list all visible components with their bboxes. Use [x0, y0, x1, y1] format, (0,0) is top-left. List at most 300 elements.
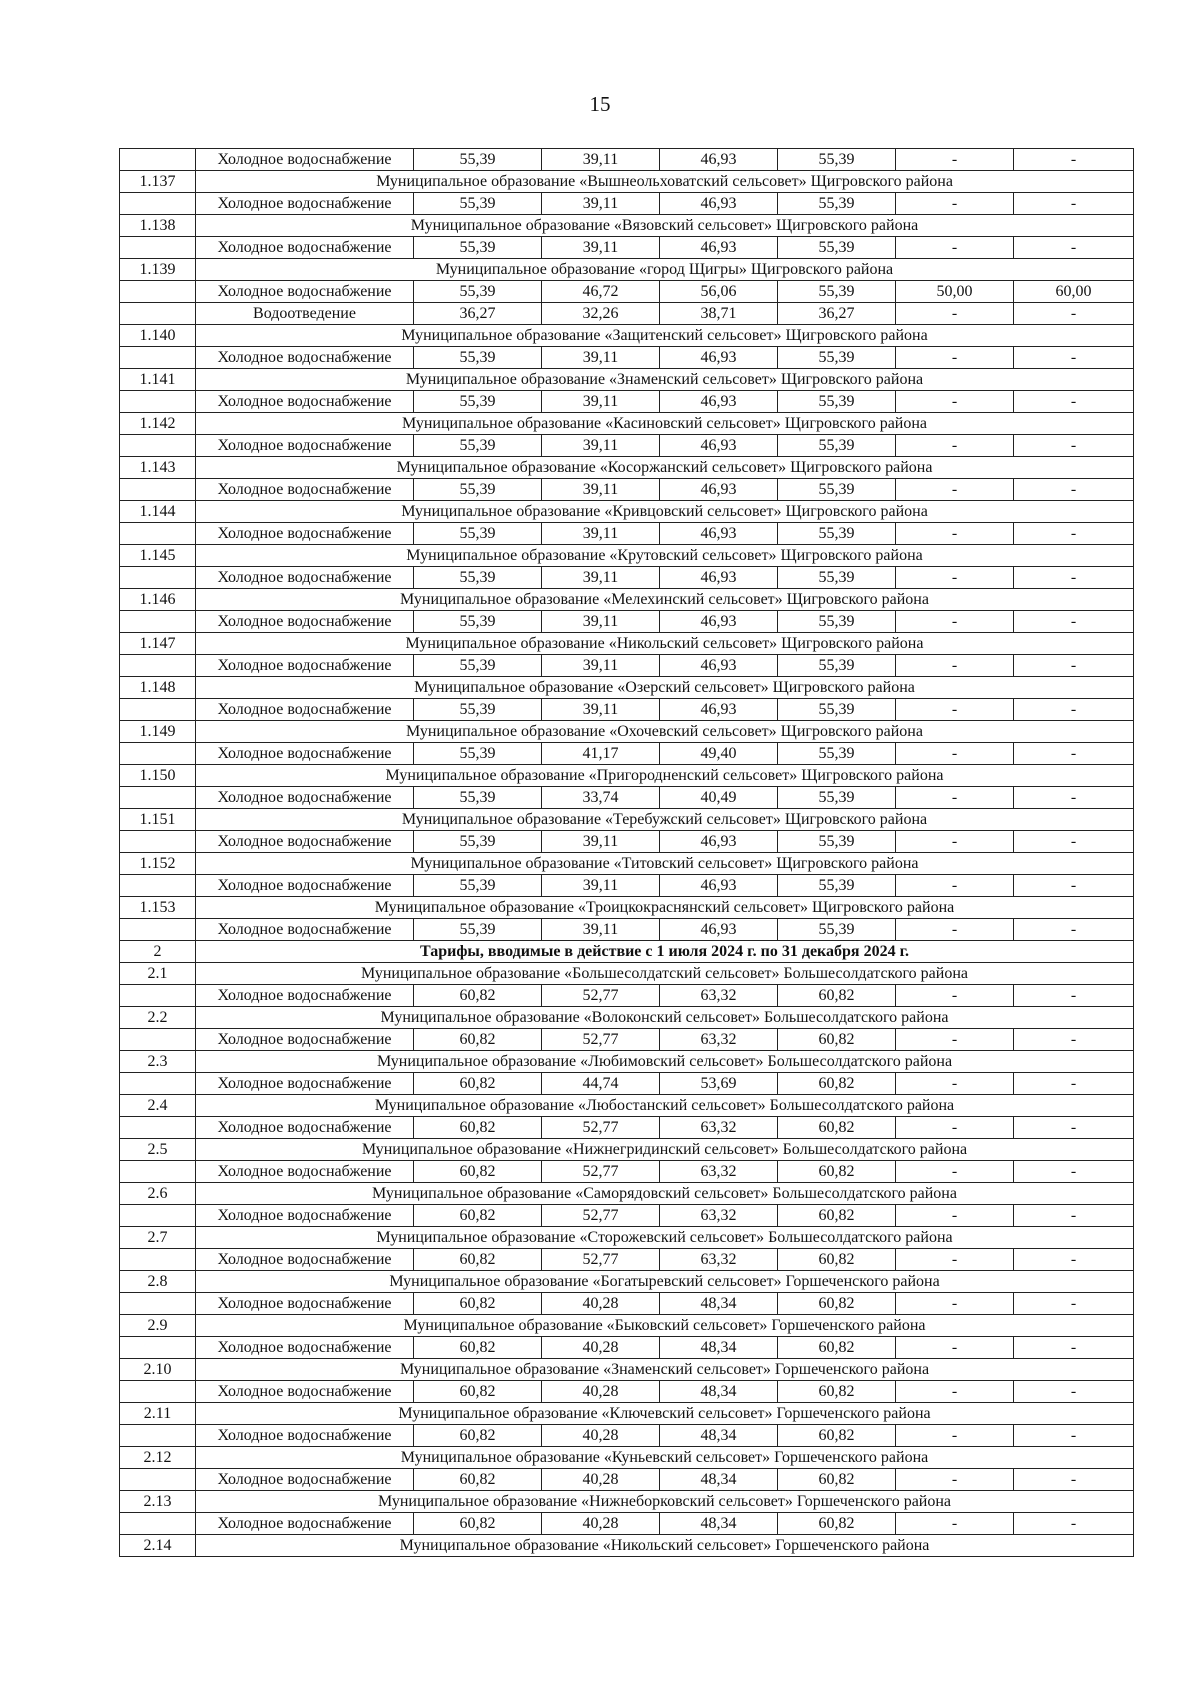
tariff-value: - — [896, 1205, 1014, 1227]
row-number-cell — [120, 1073, 196, 1095]
tariff-value: 55,39 — [414, 479, 542, 501]
row-number: 2.4 — [120, 1095, 196, 1117]
tariff-value: 48,34 — [660, 1513, 778, 1535]
service-name: Холодное водоснабжение — [196, 193, 414, 215]
tariff-value: 60,82 — [414, 1073, 542, 1095]
tariff-row — [120, 1073, 1134, 1095]
tariff-value: - — [896, 149, 1014, 171]
tariff-value: 60,82 — [778, 1029, 896, 1051]
row-number: 2.8 — [120, 1271, 196, 1293]
tariff-value: - — [1014, 831, 1134, 853]
service-name: Холодное водоснабжение — [196, 1469, 414, 1491]
row-number: 1.146 — [120, 589, 196, 611]
tariff-value: - — [1014, 611, 1134, 633]
row-number-cell — [120, 1469, 196, 1491]
row-number-cell — [120, 743, 196, 765]
tariff-value: - — [1014, 1249, 1134, 1271]
municipality-row — [120, 1271, 1134, 1293]
municipality-row — [120, 1491, 1134, 1513]
municipality-title: Муниципальное образование «Озерский сельсовет» Щигровского района — [196, 677, 1134, 699]
service-name: Холодное водоснабжение — [196, 655, 414, 677]
tariff-value: 46,93 — [660, 435, 778, 457]
row-number: 2.9 — [120, 1315, 196, 1337]
municipality-row — [120, 1139, 1134, 1161]
row-number: 2.5 — [120, 1139, 196, 1161]
municipality-title: Муниципальное образование «Крутовский сельсовет» Щигровского района — [196, 545, 1134, 567]
tariff-value: - — [896, 567, 1014, 589]
municipality-title: Муниципальное образование «Волоконский сельсовет» Большесолдатского района — [196, 1007, 1134, 1029]
tariff-row — [120, 1425, 1134, 1447]
municipality-title: Муниципальное образование «Нижнегридинский сельсовет» Большесолдатского района — [196, 1139, 1134, 1161]
row-number-cell — [120, 435, 196, 457]
tariff-row — [120, 1293, 1134, 1315]
tariff-value: 55,39 — [778, 743, 896, 765]
tariff-value: 46,93 — [660, 347, 778, 369]
service-name: Холодное водоснабжение — [196, 611, 414, 633]
tariff-value: - — [1014, 1117, 1134, 1139]
tariff-value: 55,39 — [414, 831, 542, 853]
service-name: Холодное водоснабжение — [196, 1337, 414, 1359]
municipality-title: Муниципальное образование «Саморядовский сельсовет» Большесолдатского района — [196, 1183, 1134, 1205]
tariff-value: 60,82 — [778, 1337, 896, 1359]
tariff-value: 55,39 — [778, 787, 896, 809]
tariff-value: 39,11 — [542, 699, 660, 721]
tariff-value: 39,11 — [542, 831, 660, 853]
tariff-value: 55,39 — [778, 611, 896, 633]
tariff-value: 39,11 — [542, 523, 660, 545]
tariff-value: 60,00 — [1014, 281, 1134, 303]
tariff-row — [120, 1469, 1134, 1491]
tariff-value: - — [896, 831, 1014, 853]
service-name: Холодное водоснабжение — [196, 1073, 414, 1095]
tariff-value: 52,77 — [542, 1249, 660, 1271]
tariff-value: 40,28 — [542, 1425, 660, 1447]
municipality-title: Муниципальное образование «Кривцовский сельсовет» Щигровского района — [196, 501, 1134, 523]
tariff-value: 60,82 — [414, 1249, 542, 1271]
municipality-title: Муниципальное образование «Никольский сельсовет» Горшеченского района — [196, 1535, 1134, 1557]
tariff-value: - — [896, 919, 1014, 941]
row-number-cell — [120, 985, 196, 1007]
tariff-table — [119, 148, 1134, 1557]
tariff-value: - — [896, 1469, 1014, 1491]
tariff-value: 39,11 — [542, 391, 660, 413]
tariff-row — [120, 303, 1134, 325]
tariff-value: 55,39 — [414, 149, 542, 171]
tariff-value: 60,82 — [778, 1469, 896, 1491]
service-name: Холодное водоснабжение — [196, 831, 414, 853]
tariff-value: 60,82 — [778, 985, 896, 1007]
tariff-value: - — [896, 237, 1014, 259]
tariff-value: - — [896, 193, 1014, 215]
tariff-value: 46,93 — [660, 567, 778, 589]
row-number: 1.152 — [120, 853, 196, 875]
tariff-value: 52,77 — [542, 1161, 660, 1183]
tariff-value: 40,49 — [660, 787, 778, 809]
tariff-value: 49,40 — [660, 743, 778, 765]
service-name: Холодное водоснабжение — [196, 1205, 414, 1227]
row-number: 2.14 — [120, 1535, 196, 1557]
tariff-value: - — [896, 347, 1014, 369]
municipality-row — [120, 721, 1134, 743]
row-number-cell — [120, 567, 196, 589]
municipality-row — [120, 589, 1134, 611]
municipality-row — [120, 545, 1134, 567]
municipality-row — [120, 501, 1134, 523]
tariff-value: - — [896, 1073, 1014, 1095]
tariff-value: 55,39 — [778, 281, 896, 303]
tariff-value: - — [1014, 1425, 1134, 1447]
tariff-value: - — [896, 1293, 1014, 1315]
row-number-cell — [120, 875, 196, 897]
service-name: Холодное водоснабжение — [196, 919, 414, 941]
tariff-value: - — [1014, 347, 1134, 369]
tariff-value: 55,39 — [778, 831, 896, 853]
tariff-value: 55,39 — [778, 149, 896, 171]
tariff-row — [120, 523, 1134, 545]
tariff-row — [120, 787, 1134, 809]
municipality-row — [120, 677, 1134, 699]
service-name: Холодное водоснабжение — [196, 1249, 414, 1271]
tariff-value: 60,82 — [778, 1293, 896, 1315]
tariff-value: 46,93 — [660, 193, 778, 215]
tariff-value: 55,39 — [778, 193, 896, 215]
tariff-value: 55,39 — [778, 523, 896, 545]
municipality-row — [120, 897, 1134, 919]
tariff-value: 48,34 — [660, 1337, 778, 1359]
tariff-value: 60,82 — [414, 1293, 542, 1315]
tariff-value: - — [896, 1249, 1014, 1271]
tariff-value: 39,11 — [542, 435, 660, 457]
tariff-value: 63,32 — [660, 985, 778, 1007]
tariff-value: - — [1014, 1073, 1134, 1095]
tariff-row — [120, 831, 1134, 853]
municipality-row — [120, 325, 1134, 347]
municipality-row — [120, 457, 1134, 479]
tariff-value: - — [1014, 523, 1134, 545]
page-number: 15 — [589, 92, 611, 116]
municipality-title: Муниципальное образование «Мелехинский сельсовет» Щигровского района — [196, 589, 1134, 611]
tariff-value: - — [1014, 1337, 1134, 1359]
tariff-value: 55,39 — [414, 875, 542, 897]
service-name: Холодное водоснабжение — [196, 787, 414, 809]
tariff-value: 46,72 — [542, 281, 660, 303]
service-name: Холодное водоснабжение — [196, 1117, 414, 1139]
row-number: 1.137 — [120, 171, 196, 193]
tariff-value: 40,28 — [542, 1381, 660, 1403]
tariff-value: 55,39 — [778, 479, 896, 501]
tariff-value: 39,11 — [542, 875, 660, 897]
municipality-title: Муниципальное образование «Вязовский сельсовет» Щигровского района — [196, 215, 1134, 237]
tariff-value: 46,93 — [660, 149, 778, 171]
tariff-value: - — [896, 435, 1014, 457]
tariff-value: 40,28 — [542, 1337, 660, 1359]
tariff-value: 55,39 — [778, 699, 896, 721]
tariff-value: 55,39 — [414, 611, 542, 633]
row-number-cell — [120, 699, 196, 721]
service-name: Холодное водоснабжение — [196, 567, 414, 589]
row-number-cell — [120, 1029, 196, 1051]
row-number: 1.143 — [120, 457, 196, 479]
section-title: Тарифы, вводимые в действие с 1 июля 2024 г. по 31 декабря 2024 г. — [196, 941, 1134, 963]
tariff-value: 48,34 — [660, 1425, 778, 1447]
municipality-row — [120, 1095, 1134, 1117]
tariff-value: 46,93 — [660, 523, 778, 545]
tariff-value: 44,74 — [542, 1073, 660, 1095]
tariff-value: 55,39 — [414, 237, 542, 259]
row-number-cell — [120, 787, 196, 809]
row-number-cell — [120, 655, 196, 677]
row-number-cell — [120, 303, 196, 325]
tariff-value: 60,82 — [414, 1029, 542, 1051]
tariff-value: - — [896, 1425, 1014, 1447]
tariff-value: 46,93 — [660, 875, 778, 897]
municipality-row — [120, 1535, 1134, 1557]
tariff-value: - — [1014, 435, 1134, 457]
municipality-row — [120, 1403, 1134, 1425]
row-number: 1.140 — [120, 325, 196, 347]
tariff-value: - — [1014, 1469, 1134, 1491]
tariff-value: 60,82 — [414, 985, 542, 1007]
service-name: Холодное водоснабжение — [196, 1029, 414, 1051]
tariff-value: 46,93 — [660, 479, 778, 501]
service-name: Холодное водоснабжение — [196, 347, 414, 369]
municipality-title: Муниципальное образование «Ключевский сельсовет» Горшеченского района — [196, 1403, 1134, 1425]
tariff-value: 55,39 — [414, 193, 542, 215]
tariff-row — [120, 347, 1134, 369]
tariff-value: - — [896, 611, 1014, 633]
tariff-value: 50,00 — [896, 281, 1014, 303]
tariff-value: 60,82 — [778, 1161, 896, 1183]
municipality-row — [120, 809, 1134, 831]
tariff-value: - — [896, 523, 1014, 545]
tariff-value: 33,74 — [542, 787, 660, 809]
row-number: 1.144 — [120, 501, 196, 523]
row-number-cell — [120, 1337, 196, 1359]
municipality-row — [120, 413, 1134, 435]
tariff-value: 40,28 — [542, 1469, 660, 1491]
tariff-value: - — [1014, 875, 1134, 897]
service-name: Холодное водоснабжение — [196, 1161, 414, 1183]
tariff-value: - — [1014, 655, 1134, 677]
row-number-cell — [120, 193, 196, 215]
tariff-value: 60,82 — [414, 1469, 542, 1491]
tariff-value: 46,93 — [660, 611, 778, 633]
row-number-cell — [120, 1205, 196, 1227]
section-header-row — [120, 941, 1134, 963]
tariff-value: 60,82 — [778, 1117, 896, 1139]
tariff-row — [120, 1249, 1134, 1271]
tariff-value: 39,11 — [542, 919, 660, 941]
row-number: 2.13 — [120, 1491, 196, 1513]
tariff-value: 46,93 — [660, 919, 778, 941]
tariff-value: 52,77 — [542, 1117, 660, 1139]
service-name: Холодное водоснабжение — [196, 281, 414, 303]
tariff-value: 55,39 — [414, 391, 542, 413]
tariff-value: 36,27 — [414, 303, 542, 325]
tariff-row — [120, 1513, 1134, 1535]
municipality-title: Муниципальное образование «Куньевский сельсовет» Горшеченского района — [196, 1447, 1134, 1469]
tariff-value: 55,39 — [414, 281, 542, 303]
tariff-value: - — [896, 875, 1014, 897]
tariff-value: - — [896, 479, 1014, 501]
tariff-value: 55,39 — [414, 919, 542, 941]
tariff-row — [120, 193, 1134, 215]
service-name: Холодное водоснабжение — [196, 743, 414, 765]
tariff-value: 38,71 — [660, 303, 778, 325]
municipality-row — [120, 369, 1134, 391]
tariff-value: 39,11 — [542, 237, 660, 259]
row-number-cell — [120, 391, 196, 413]
row-number-cell — [120, 479, 196, 501]
row-number: 2.6 — [120, 1183, 196, 1205]
tariff-value: 60,82 — [414, 1117, 542, 1139]
municipality-title: Муниципальное образование «Защитенский сельсовет» Щигровского района — [196, 325, 1134, 347]
tariff-value: - — [896, 303, 1014, 325]
municipality-title: Муниципальное образование «Сторожевский сельсовет» Большесолдатского района — [196, 1227, 1134, 1249]
row-number: 1.145 — [120, 545, 196, 567]
tariff-value: 32,26 — [542, 303, 660, 325]
tariff-value: 63,32 — [660, 1117, 778, 1139]
row-number-cell — [120, 347, 196, 369]
row-number-cell — [120, 1161, 196, 1183]
tariff-row — [120, 1161, 1134, 1183]
municipality-title: Муниципальное образование «Никольский сельсовет» Щигровского района — [196, 633, 1134, 655]
service-name: Холодное водоснабжение — [196, 435, 414, 457]
municipality-row — [120, 215, 1134, 237]
row-number: 1.153 — [120, 897, 196, 919]
tariff-value: - — [1014, 787, 1134, 809]
tariff-value: 55,39 — [778, 391, 896, 413]
tariff-value: 52,77 — [542, 1205, 660, 1227]
tariff-value: 46,93 — [660, 655, 778, 677]
tariff-value: - — [896, 1161, 1014, 1183]
municipality-row — [120, 633, 1134, 655]
tariff-value: - — [896, 1337, 1014, 1359]
tariff-row — [120, 237, 1134, 259]
tariff-row — [120, 149, 1134, 171]
municipality-row — [120, 1447, 1134, 1469]
row-number: 1.142 — [120, 413, 196, 435]
row-number-cell — [120, 523, 196, 545]
municipality-row — [120, 1359, 1134, 1381]
tariff-value: 40,28 — [542, 1293, 660, 1315]
tariff-value: 39,11 — [542, 655, 660, 677]
tariff-value: 53,69 — [660, 1073, 778, 1095]
tariff-value: 39,11 — [542, 479, 660, 501]
tariff-value: 40,28 — [542, 1513, 660, 1535]
row-number: 2.10 — [120, 1359, 196, 1381]
tariff-value: - — [1014, 1513, 1134, 1535]
row-number: 1.151 — [120, 809, 196, 831]
row-number-cell — [120, 149, 196, 171]
tariff-value: 60,82 — [778, 1425, 896, 1447]
municipality-title: Муниципальное образование «Знаменский сельсовет» Горшеченского района — [196, 1359, 1134, 1381]
municipality-row — [120, 1315, 1134, 1337]
tariff-table-body — [120, 149, 1134, 1557]
tariff-value: - — [1014, 391, 1134, 413]
tariff-value: 48,34 — [660, 1469, 778, 1491]
tariff-value: 55,39 — [778, 237, 896, 259]
tariff-value: - — [896, 985, 1014, 1007]
tariff-value: 60,82 — [414, 1205, 542, 1227]
tariff-value: - — [1014, 479, 1134, 501]
tariff-row — [120, 743, 1134, 765]
tariff-row — [120, 1337, 1134, 1359]
tariff-row — [120, 1381, 1134, 1403]
service-name: Холодное водоснабжение — [196, 1381, 414, 1403]
row-number: 2.7 — [120, 1227, 196, 1249]
tariff-value: - — [896, 1513, 1014, 1535]
service-name: Холодное водоснабжение — [196, 479, 414, 501]
tariff-value: 46,93 — [660, 831, 778, 853]
service-name: Холодное водоснабжение — [196, 391, 414, 413]
row-number-cell — [120, 611, 196, 633]
tariff-value: - — [1014, 567, 1134, 589]
tariff-value: - — [896, 787, 1014, 809]
row-number: 2 — [120, 941, 196, 963]
municipality-title: Муниципальное образование «Касиновский сельсовет» Щигровского района — [196, 413, 1134, 435]
municipality-title: Муниципальное образование «Косоржанский сельсовет» Щигровского района — [196, 457, 1134, 479]
tariff-value: 55,39 — [778, 655, 896, 677]
tariff-value: 60,82 — [414, 1425, 542, 1447]
tariff-value: - — [1014, 1381, 1134, 1403]
tariff-value: 60,82 — [414, 1161, 542, 1183]
municipality-title: Муниципальное образование «Титовский сельсовет» Щигровского района — [196, 853, 1134, 875]
tariff-value: 46,93 — [660, 699, 778, 721]
tariff-value: - — [896, 1029, 1014, 1051]
tariff-value: 39,11 — [542, 347, 660, 369]
tariff-value: 55,39 — [778, 567, 896, 589]
municipality-title: Муниципальное образование «Охочевский сельсовет» Щигровского района — [196, 721, 1134, 743]
tariff-row — [120, 875, 1134, 897]
tariff-value: 60,82 — [778, 1073, 896, 1095]
tariff-value: - — [1014, 743, 1134, 765]
row-number: 2.1 — [120, 963, 196, 985]
tariff-value: 55,39 — [414, 523, 542, 545]
tariff-value: - — [896, 655, 1014, 677]
row-number: 2.11 — [120, 1403, 196, 1425]
tariff-value: 52,77 — [542, 985, 660, 1007]
municipality-row — [120, 171, 1134, 193]
tariff-value: - — [1014, 1029, 1134, 1051]
row-number: 2.3 — [120, 1051, 196, 1073]
row-number: 1.139 — [120, 259, 196, 281]
tariff-value: 36,27 — [778, 303, 896, 325]
municipality-title: Муниципальное образование «город Щигры» Щигровского района — [196, 259, 1134, 281]
row-number: 2.2 — [120, 1007, 196, 1029]
row-number: 1.150 — [120, 765, 196, 787]
tariff-row — [120, 1117, 1134, 1139]
tariff-row — [120, 479, 1134, 501]
tariff-value: - — [1014, 985, 1134, 1007]
service-name: Холодное водоснабжение — [196, 1425, 414, 1447]
municipality-title: Муниципальное образование «Теребужский сельсовет» Щигровского района — [196, 809, 1134, 831]
tariff-value: - — [1014, 1161, 1134, 1183]
tariff-row — [120, 655, 1134, 677]
municipality-title: Муниципальное образование «Большесолдатский сельсовет» Большесолдатского района — [196, 963, 1134, 985]
row-number: 1.141 — [120, 369, 196, 391]
tariff-row — [120, 391, 1134, 413]
tariff-value: - — [1014, 237, 1134, 259]
tariff-value: - — [1014, 149, 1134, 171]
tariff-value: 55,39 — [778, 875, 896, 897]
service-name: Холодное водоснабжение — [196, 985, 414, 1007]
row-number-cell — [120, 1249, 196, 1271]
tariff-value: 55,39 — [414, 787, 542, 809]
row-number-cell — [120, 1425, 196, 1447]
tariff-value: - — [1014, 303, 1134, 325]
tariff-value: 55,39 — [414, 347, 542, 369]
